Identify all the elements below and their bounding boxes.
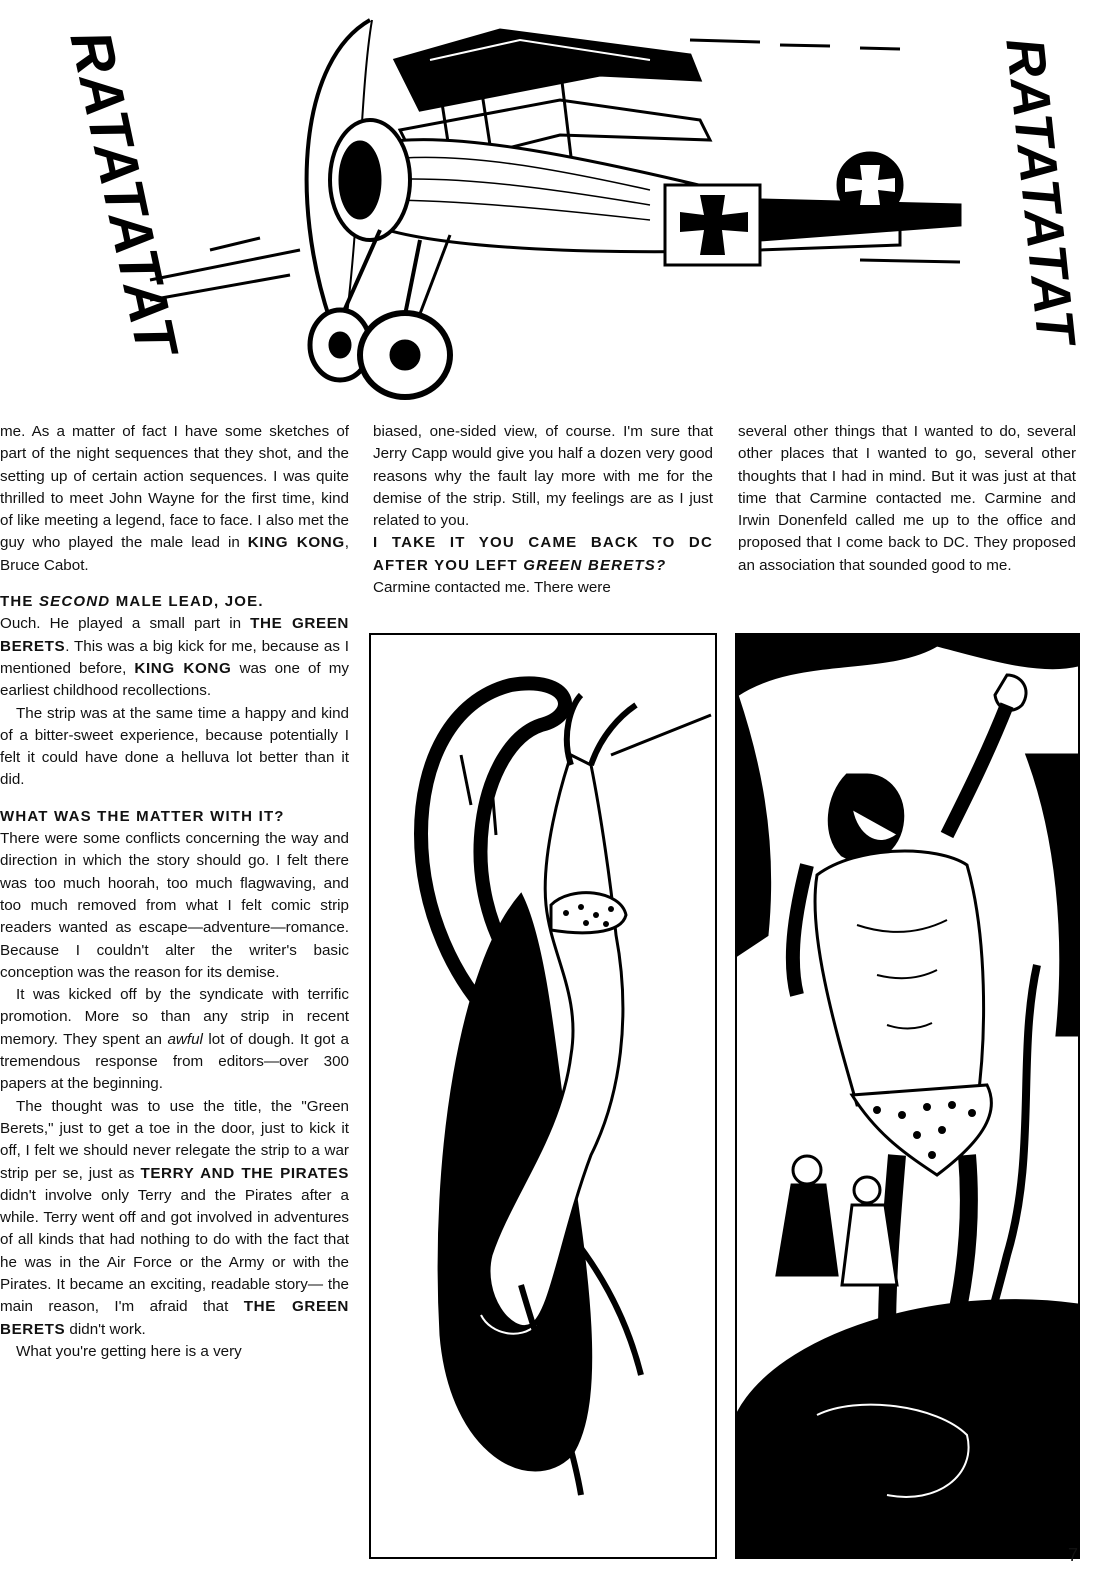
col1-paragraph-5: It was kicked off by the syndicate with terrific promotion. More so than any strip in recent memory. They spent an awful lot of dough. It got a tremendous response from editors—over 300 papers at the beginning. xyxy=(0,986,349,1093)
col2-paragraph-2: Carmine contacted me. There were xyxy=(373,579,611,597)
col1-paragraph-2: Ouch. He played a small part in THE GREEN BERETS. This was a big kick for me, because as I mentioned before, KING KONG was one of my earliest childhood recollections. xyxy=(0,615,349,700)
col2-paragraph-1: biased, one-sided view, of course. I'm sure that Jerry Capp would give you half a dozen very good reasons why the fault lay more with me for the demise of the strip. Still, my feelings are as I just related to you. xyxy=(373,423,713,530)
panel-2-art xyxy=(737,635,1078,1557)
sfx-ratatat-left: RATATATAT xyxy=(57,25,190,362)
col1-paragraph-6: The thought was to use the title, the "Green Berets," just to get a toe in the door, just to kick it off, I felt we should never relegate the strip to a war strip per se, just as TERRY AND THE PIRATES didn't involve only Terry and the Pirates after a while. Terry went off and got involved in adventures of all kinds that had nothing to do with the fact that he was in the Air Force or the Army or with the Pirates. It became an exciting, readable story— the main reason, I'm afraid that THE GREEN BERETS didn't work. xyxy=(0,1097,349,1338)
col1-paragraph-7: What you're getting here is a very xyxy=(16,1342,242,1360)
col1-question-2: WHAT WAS THE MATTER WITH IT? xyxy=(0,807,285,825)
comic-panel-panther-struggle xyxy=(369,633,717,1559)
col1-question-1: THE SECOND MALE LEAD, JOE. xyxy=(0,593,264,611)
page-number: 7 xyxy=(1068,1545,1079,1565)
sfx-ratatat-right: RATATATAT xyxy=(994,35,1087,348)
col1-paragraph-1: me. As a matter of fact I have some sketches of part of the night sequences that they shot, and the setting up of certain action sequences. I was quite thrilled to meet John Wayne for the first time, kind of like meeting a legend, face to face. I also met the guy who played the male lead in KING KONG, Bruce Cabot. xyxy=(0,423,349,574)
triplane-illustration xyxy=(0,0,1095,400)
text-column-3 xyxy=(738,421,1076,577)
col1-paragraph-3: The strip was at the same time a happy and kind of a bitter-sweet experience, because potentially I felt it could have done a helluva lot better than it did. xyxy=(0,704,349,789)
col1-paragraph-4: There were some conflicts concerning the way and direction in which the story should go. I felt there was too much hoorah, too much flagwaving, and too much removed from what I felt comic strip readers wanted as escape—adventure—romance. Because I couldn't alter the writer's basic conception was the reason for its demise. xyxy=(0,830,349,981)
col3-paragraph-1: several other things that I wanted to do, several other places that I wanted to go, several other thoughts that I had in mind. But it was just at that time that Carmine contacted me. Carmine and Irwin Donenfeld called me up to the office and proposed that I come back to DC. They proposed an association that sounded good to me. xyxy=(738,423,1076,574)
panel-1-art xyxy=(371,635,715,1557)
text-column-1 xyxy=(0,421,349,1363)
comic-panel-jungle-hero xyxy=(735,633,1080,1559)
text-column-2 xyxy=(373,421,713,599)
col2-question-1: I TAKE IT YOU CAME BACK TO DC AFTER YOU LEFT GREEN BERETS? xyxy=(373,534,713,574)
